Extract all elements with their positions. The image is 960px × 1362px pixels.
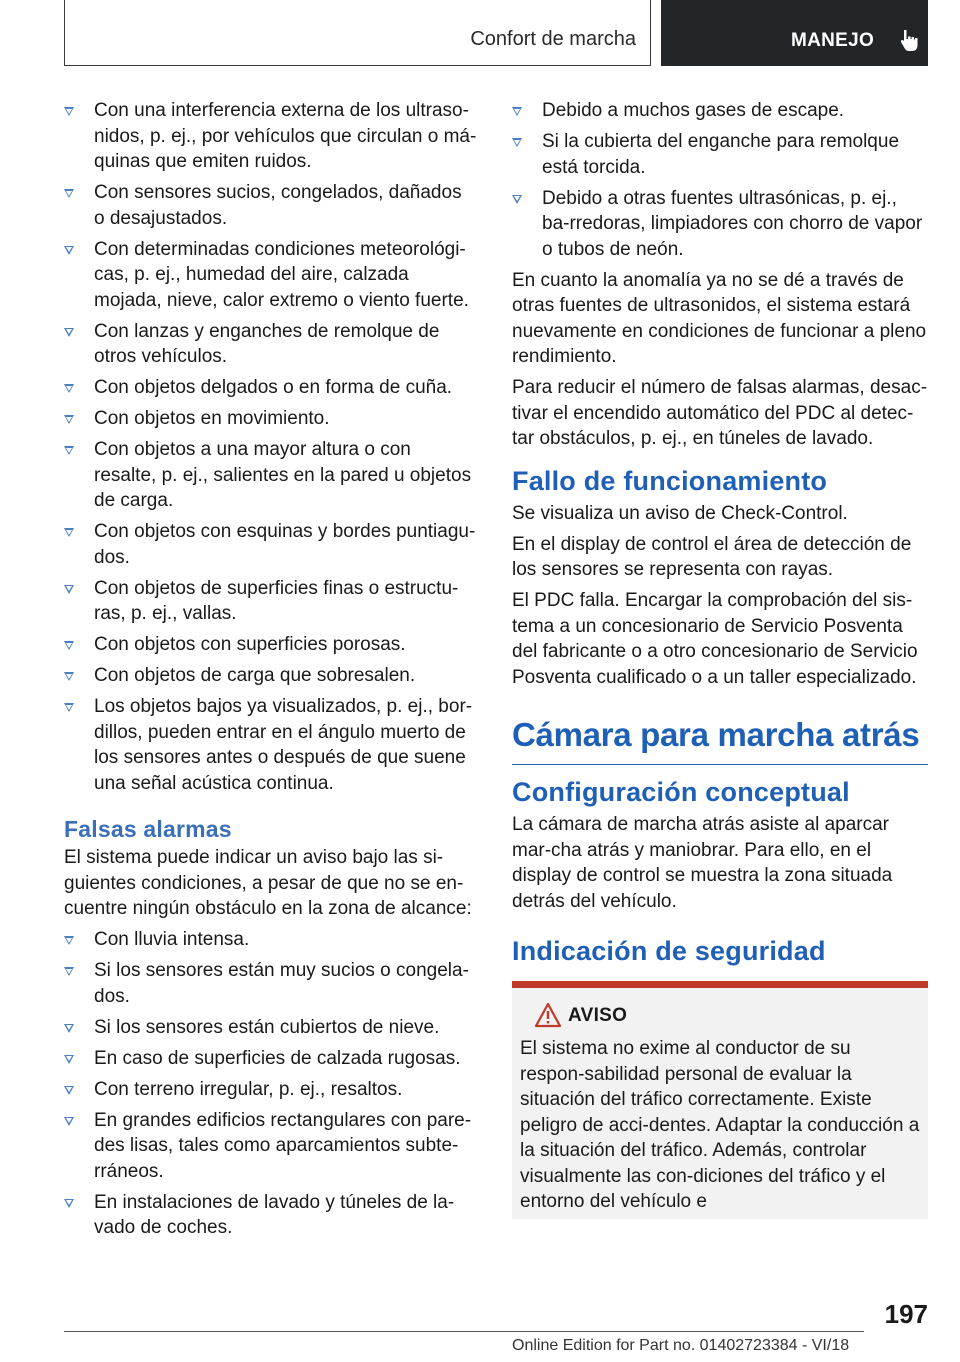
list-item: Si los sensores están muy sucios o congela-dos.	[64, 958, 477, 1009]
bullet-triangle-icon	[64, 1086, 74, 1095]
page-header	[64, 0, 928, 66]
right-column	[512, 98, 928, 1219]
bullet-triangle-icon	[64, 936, 74, 945]
list-item: Si los sensores están cubiertos de nieve.	[64, 1015, 477, 1041]
warning-text: El sistema no exime al conductor de su respon-sabilidad personal de evaluar la situación del tráfico correctamente. Existe peligro de acci-dentes. Adaptar la conducción a la situación del tráfico. Además, controlar visualmente las con-diciones del tráfico y el entorno del vehículo e	[520, 1038, 920, 1212]
list-item: Los objetos bajos ya visualizados, p. ej., bor-dillos, pueden entrar en el ángulo muerto de los sensores antes o después de que suene una señal acústica continua.	[64, 694, 477, 796]
bullet-triangle-icon	[64, 1055, 74, 1064]
false-alarms-heading: Falsas alarmas	[64, 816, 232, 842]
bullet-triangle-icon	[64, 703, 74, 712]
concept-heading: Configuración conceptual	[512, 777, 850, 807]
list-item: En instalaciones de lavado y túneles de la-vado de coches.	[64, 1190, 477, 1241]
concept-paragraph: La cámara de marcha atrás asiste al aparcar mar-cha atrás y maniobrar. Para ello, en el display de control se muestra la zona situada detrás del vehículo.	[512, 814, 893, 912]
recovery-paragraph: En cuanto la anomalía ya no se dé a través de otras fuentes de ultrasonidos, el sistema estará nuevamente en condiciones de funcionar a pleno rendimiento.	[512, 269, 927, 367]
bullet-triangle-icon	[64, 189, 74, 198]
list-item: En caso de superficies de calzada rugosas.	[64, 1046, 477, 1072]
bullet-triangle-icon	[64, 384, 74, 393]
condition-list-3	[512, 98, 928, 262]
bullet-triangle-icon	[64, 1024, 74, 1033]
list-item: Con sensores sucios, congelados, dañados o desajustados.	[64, 180, 477, 231]
condition-list-2	[64, 927, 477, 1241]
warning-triangle-icon	[534, 1002, 562, 1028]
list-item: Con objetos con superficies porosas.	[64, 632, 477, 658]
malfunction-paragraph-1: Se visualiza un aviso de Check-Control.	[512, 502, 848, 524]
footer-edition-text: Online Edition for Part no. 01402723384 - VI/18	[512, 1337, 850, 1354]
bullet-triangle-icon	[64, 672, 74, 681]
bullet-triangle-icon	[64, 107, 74, 116]
bullet-triangle-icon	[64, 328, 74, 337]
bullet-triangle-icon	[64, 641, 74, 650]
list-item: Con objetos con esquinas y bordes puntiagu-dos.	[64, 519, 477, 570]
bullet-triangle-icon	[512, 195, 522, 204]
left-column	[64, 98, 477, 1246]
list-item: Con objetos en movimiento.	[64, 406, 477, 432]
warning-box	[512, 981, 928, 1219]
list-item: Con objetos de superficies finas o estructu-ras, p. ej., vallas.	[64, 576, 477, 627]
bullet-triangle-icon	[64, 415, 74, 424]
bullet-triangle-icon	[64, 585, 74, 594]
warning-title: AVISO	[568, 1005, 628, 1026]
warning-title-row	[520, 1002, 920, 1032]
page-number: 197	[884, 1299, 928, 1329]
false-alarms-intro: El sistema puede indicar un aviso bajo las si-guientes condiciones, a pesar de que no se en-cuentre ningún obstáculo en la zona de alcance:	[64, 847, 472, 919]
section-title-tab	[64, 0, 651, 66]
camera-chapter-heading: Cámara para marcha atrás	[512, 716, 928, 765]
list-item: Con una interferencia externa de los ultraso-nidos, p. ej., por vehículos que circulan o má-quinas que emiten ruidos.	[64, 98, 477, 175]
section-title: Confort de marcha	[470, 28, 636, 50]
list-item: Con lluvia intensa.	[64, 927, 477, 953]
list-item: Si la cubierta del enganche para remolque está torcida.	[512, 129, 928, 180]
bullet-triangle-icon	[512, 138, 522, 147]
bullet-triangle-icon	[64, 1117, 74, 1126]
bullet-triangle-icon	[64, 446, 74, 455]
chapter-title: MANEJO	[791, 30, 875, 51]
list-item: Debido a otras fuentes ultrasónicas, p. ej., ba-rredoras, limpiadores con chorro de vapor o tubos de neón.	[512, 186, 928, 263]
list-item: En grandes edificios rectangulares con pare-des lisas, tales como aparcamientos subte-rráneos.	[64, 1108, 477, 1185]
bullet-triangle-icon	[64, 1199, 74, 1208]
list-item: Con objetos a una mayor altura o con resalte, p. ej., salientes en la pared u objetos de carga.	[64, 437, 477, 514]
bullet-triangle-icon	[64, 246, 74, 255]
list-item: Debido a muchos gases de escape.	[512, 98, 928, 124]
list-item: Con terreno irregular, p. ej., resaltos.	[64, 1077, 477, 1103]
footer-divider	[64, 1331, 864, 1332]
safety-heading: Indicación de seguridad	[512, 936, 826, 966]
list-item: Con determinadas condiciones meteorológi-cas, p. ej., humedad del aire, calzada mojada, nieve, calor extremo o viento fuerte.	[64, 237, 477, 314]
malfunction-paragraph-3: El PDC falla. Encargar la comprobación del sis-tema a un concesionario de Servicio Posventa del fabricante o a otro concesionario de Servicio Posventa cualificado o a un taller especializado.	[512, 590, 918, 688]
chapter-title-tab	[661, 0, 928, 66]
list-item: Con lanzas y enganches de remolque de otros vehículos.	[64, 319, 477, 370]
bullet-triangle-icon	[64, 967, 74, 976]
malfunction-heading: Fallo de funcionamiento	[512, 465, 828, 496]
list-item: Con objetos de carga que sobresalen.	[64, 663, 477, 689]
condition-list-1	[64, 98, 477, 796]
list-item: Con objetos delgados o en forma de cuña.	[64, 375, 477, 401]
malfunction-paragraph-2: En el display de control el área de detección de los sensores se representa con rayas.	[512, 533, 912, 580]
hand-pointer-icon	[897, 26, 925, 54]
reduce-alarms-paragraph: Para reducir el número de falsas alarmas, desac-tivar el encendido automático del PDC al detec-tar obstáculos, p. ej., en túneles de lavado.	[512, 377, 928, 449]
bullet-triangle-icon	[512, 107, 522, 116]
bullet-triangle-icon	[64, 528, 74, 537]
